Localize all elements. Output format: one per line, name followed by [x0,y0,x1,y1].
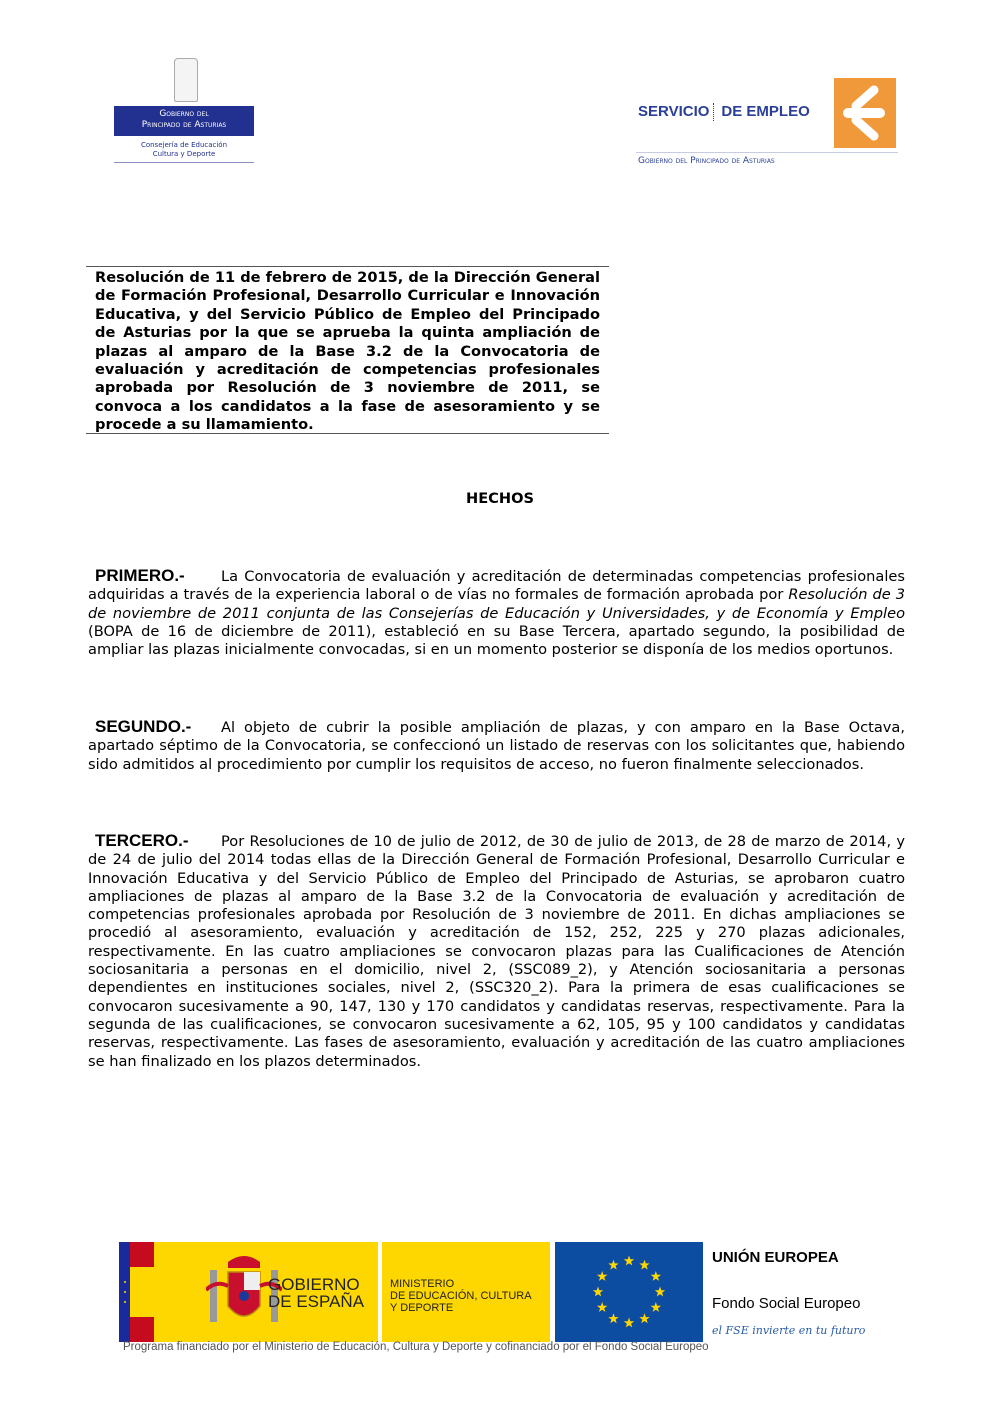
publico-separator [713,103,717,121]
paragraph-tercero: TERCERO.- Por Resoluciones de 10 de julio de 2012, de 30 de julio de 2013, de 28 de marzo de 2014, y de 24 de julio del 2014 todas ellas de la Dirección General de Formación Profesional, Desarrollo Curricular e Innovación Educativa y del Servicio Público de Empleo del Principado de Asturias, se aprobaron cuatro ampliaciones de plazas al amparo de la Base 3.2 de la Convocatoria de evaluación y acreditación de competencias profesionales aprobada por Resolución de 3 noviembre de 2011. En dichas ampliaciones se procedió al asesoramiento, evaluación y acreditación de 152, 252, 225 y 270 plazas adicionales, respectivamente. En las cuatro ampliaciones se convocaron plazas para las Cualificaciones de Atención sociosanitaria a personas en el domicilio, nivel 2, (SSC089_2), y Atención sociosanitaria a personas dependientes en instituciones sociales, nivel 2, (SSC320_2). Para la primera de esas cualificaciones se convocaron sucesivamente a 90, 147, 130 y 170 candidatos y candidatas reservas, respectivamente. Para la segunda de las cualificaciones, se convocaron sucesivamente a 62, 105, 95 y 100 candidatos y candidatas reservas, respectivamente. Las fases de asesoramiento, evaluación y acreditación de las cuatro ampliaciones se han finalizado en los plazos determinados. [88,831,905,1070]
spain-flag-icon [119,1242,154,1342]
paragraph-heading: PRIMERO.- [95,566,185,585]
union-europea-label: UNIÓN EUROPEA [712,1249,839,1266]
divider [114,162,254,163]
gobierno-asturias-banner: Gobierno del Principado de Asturias [114,106,254,136]
eu-star-icon [639,1313,649,1323]
paragraph-heading: TERCERO.- [95,831,189,850]
section-heading: HECHOS [465,490,535,507]
eu-star-icon [597,1302,608,1312]
resolution-title-box [86,266,609,434]
consejeria-label: Consejería de Educación Cultura y Deporte [140,141,228,158]
footer-note: Programa financiado por el Ministerio de Educación, Cultura y Deporte y cofinanciado por el Fondo Social Europeo [123,1341,709,1353]
eu-star-icon [597,1271,608,1281]
asturias-crest-icon [174,58,198,102]
eu-star-icon [651,1302,662,1312]
eu-star-icon [624,1256,634,1266]
paragraph-primero: PRIMERO.- La Convocatoria de evaluación y acreditación de determinadas competencias profesionales adquiridas a través de la experiencia laboral o de vías no formales de formación aprobada por Resolución de 3 de noviembre de 2011 conjunta de las Consejerías de Educación y Universidades, y de Economía y Empleo (BOPA de 16 de diciembre de 2011), estableció en su Base Tercera, apartado segundo, la posibilidad de ampliar las plazas inicialmente convocadas, si en un momento posterior se disponía de los medios oportunos. [88,566,905,659]
footer-logos [119,1242,889,1342]
paragraph-heading: SEGUNDO.- [95,717,192,736]
eu-flag-icon [555,1242,703,1342]
eu-star-icon [624,1318,634,1328]
ministerio-logo: MINISTERIO DE EDUCACIÓN, CULTURA Y DEPORTE [382,1242,550,1342]
gobierno-asturias-logo [114,58,256,166]
fse-label: Fondo Social Europeo [712,1295,861,1312]
eu-star-icon [608,1313,618,1323]
gobierno-espana-logo: GOBIERNO DE ESPAÑA [154,1242,378,1342]
eu-star-icon [655,1287,665,1297]
paragraph-segundo: SEGUNDO.- Al objeto de cubrir la posible ampliación de plazas, y con amparo en la Base Octava, apartado séptimo de la Convocatoria, se confeccionó un listado de reservas con los solicitantes que, habiendo sido admitidos al procedimiento por cumplir los requisitos de acceso, no fueron finalmente seleccionados. [88,717,905,773]
servicio-empleo-emblem-icon [834,78,896,148]
eu-star-icon [639,1260,649,1270]
fse-slogan: el FSE invierte en tu futuro [712,1324,866,1337]
eu-star-icon [593,1287,603,1297]
eu-star-icon [608,1260,618,1270]
eu-star-icon [651,1271,662,1281]
divider [636,152,898,153]
servicio-empleo-logo: SERVICIO DE EMPLEO Gobierno del Principado de Asturias [636,78,898,170]
resolution-title: Resolución de 11 de febrero de 2015, de la Dirección General de Formación Profesional, Desarrollo Curricular e Innovación Educativa, y del Servicio Público de Empleo del Principado de Asturias por la que se aprueba la quinta ampliación de plazas al amparo de la Base 3.2 de la Convocatoria de evaluación y acreditación de competencias profesionales aprobada por Resolución de 3 noviembre de 2011, se convoca a los candidatos a la fase de asesoramiento y se procede a su llamamiento. [95,269,600,434]
